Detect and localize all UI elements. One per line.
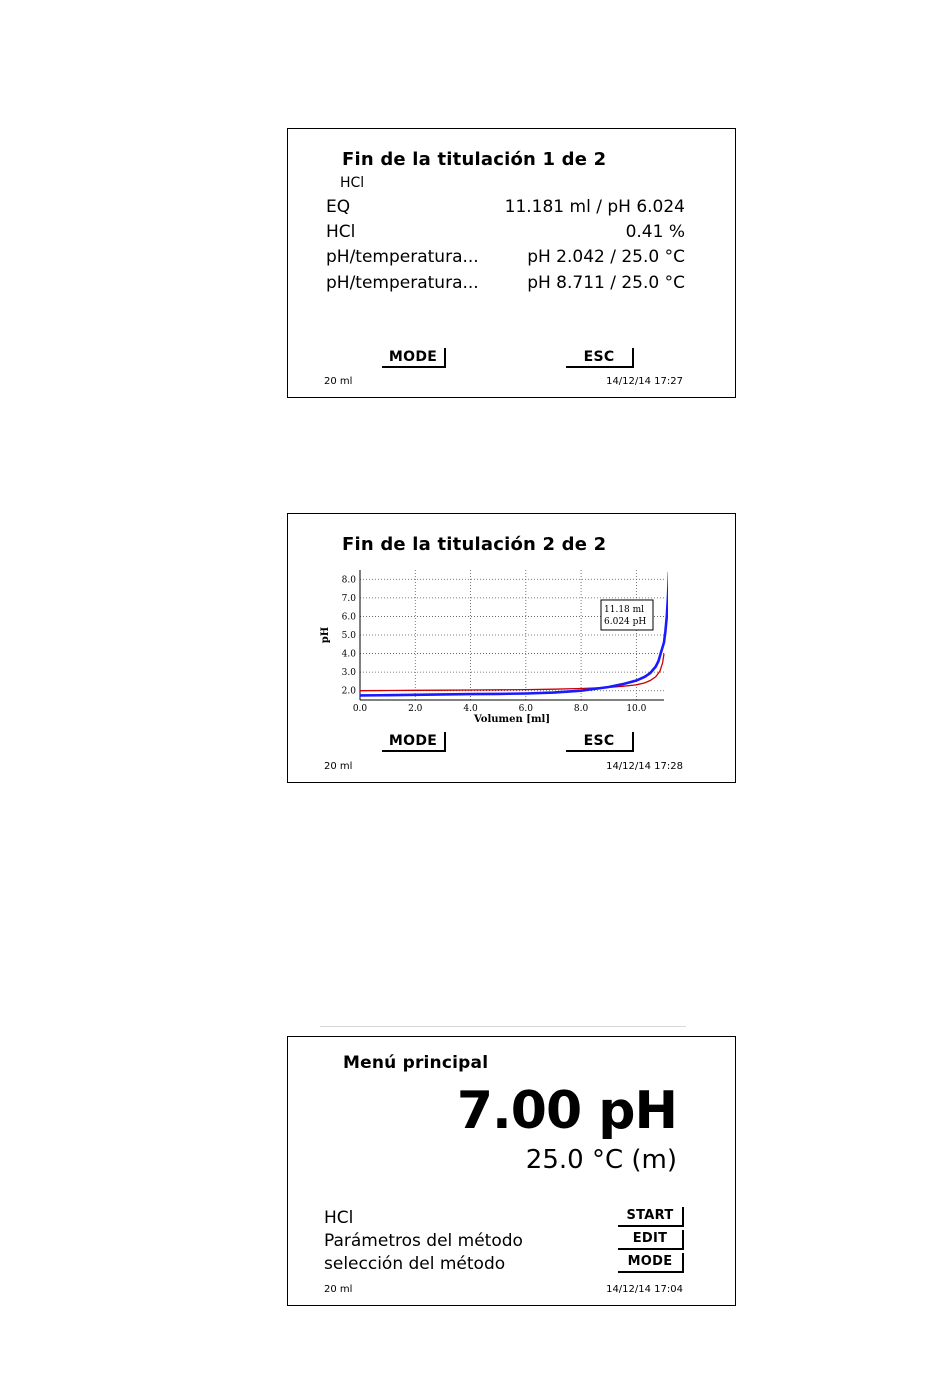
x-tick-label: 6.0 [518, 704, 533, 714]
y-tick-label: 6.0 [341, 612, 356, 623]
screen-title: Fin de la titulación 2 de 2 [342, 534, 607, 555]
y-tick-label: 2.0 [341, 686, 356, 697]
y-tick-label: 7.0 [341, 593, 356, 604]
row-value: 11.181 ml / pH 6.024 [504, 197, 685, 217]
row-label: pH/temperatura... [326, 247, 479, 267]
method-name: HCl [340, 175, 365, 191]
x-tick-label: 0.0 [352, 704, 368, 714]
equivalence-annotation-text: 6.024 pH [604, 616, 647, 627]
esc-button[interactable]: ESC [566, 732, 634, 752]
ph-reading: 7.00 pH [456, 1081, 677, 1141]
x-tick-label: 8.0 [573, 704, 589, 714]
mode-button[interactable]: MODE [382, 732, 446, 752]
row-value: 0.41 % [625, 222, 685, 242]
y-tick-label: 5.0 [341, 631, 356, 641]
y-tick-label: 4.0 [341, 649, 356, 660]
menu-item-method-params[interactable]: Parámetros del método [324, 1231, 523, 1251]
edit-button[interactable]: EDIT [618, 1230, 684, 1250]
row-value: pH 8.711 / 25.0 °C [527, 273, 685, 293]
titration-curve-chart [318, 562, 668, 732]
y-tick-label: 3.0 [341, 668, 356, 679]
menu-item-method-select[interactable]: selección del método [324, 1254, 506, 1274]
equivalence-annotation-text: 11.18 ml [604, 604, 645, 615]
main-menu-screen [287, 1036, 736, 1306]
row-label: HCl [326, 222, 356, 242]
start-button[interactable]: START [618, 1207, 684, 1227]
screen-title: Fin de la titulación 1 de 2 [342, 149, 607, 170]
datetime-label: 14/12/14 17:27 [606, 376, 683, 387]
titration-curve-line [360, 572, 668, 696]
row-label: EQ [326, 197, 351, 217]
x-tick-label: 4.0 [463, 704, 478, 714]
y-axis-label: pH [320, 626, 331, 644]
x-tick-label: 10.0 [626, 704, 647, 714]
x-axis-label: Volumen [ml] [473, 714, 551, 725]
mode-button[interactable]: MODE [618, 1253, 684, 1273]
menu-item-method[interactable]: HCl [324, 1208, 354, 1228]
result-screen-2 [287, 513, 736, 783]
volume-label: 20 ml [324, 1284, 353, 1295]
esc-button[interactable]: ESC [566, 348, 634, 368]
screen-title: Menú principal [343, 1053, 489, 1073]
volume-label: 20 ml [324, 376, 353, 387]
y-tick-label: 8.0 [341, 575, 356, 586]
temperature-reading: 25.0 °C (m) [525, 1145, 677, 1175]
row-label: pH/temperatura... [326, 273, 479, 293]
datetime-label: 14/12/14 17:04 [606, 1284, 683, 1295]
mode-button[interactable]: MODE [382, 348, 446, 368]
result-screen-1 [287, 128, 736, 398]
row-value: pH 2.042 / 25.0 °C [527, 247, 685, 267]
volume-label: 20 ml [324, 761, 353, 772]
datetime-label: 14/12/14 17:28 [606, 761, 683, 772]
titration-chart [318, 562, 668, 736]
x-tick-label: 2.0 [408, 704, 423, 714]
divider [320, 1026, 686, 1027]
equivalence-point-marker [667, 613, 668, 618]
